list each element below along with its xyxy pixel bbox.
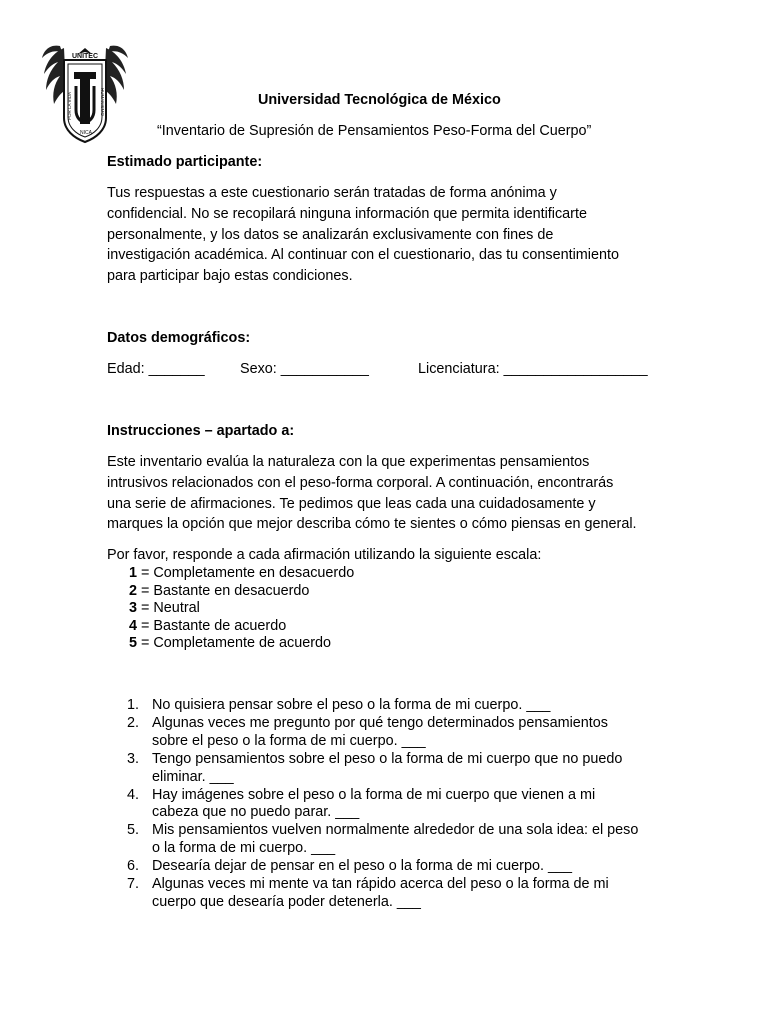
demographics-heading: Datos demográficos: [107, 330, 251, 346]
list-item [107, 751, 638, 787]
scale-option [129, 600, 354, 618]
list-item [107, 822, 638, 858]
item-text: Hay imágenes sobre el peso o la forma de mi cuerpo que vienen a mi [152, 786, 596, 803]
item-number: 3. [127, 750, 140, 767]
item-number: 1. [127, 697, 140, 713]
instructions-paragraph [107, 452, 677, 535]
list-item [107, 787, 638, 823]
item-text[interactable]: o la forma de mi cuerpo. ___ [152, 840, 336, 857]
left-wing-icon [42, 46, 66, 104]
intro-line: para participar bajo estas condiciones. [107, 268, 353, 285]
response-scale [129, 565, 354, 653]
item-text[interactable]: eliminar. ___ [152, 768, 234, 785]
right-wing-icon [104, 46, 128, 104]
greeting: Estimado participante: [107, 154, 263, 170]
scale-number: 5 [129, 635, 138, 652]
scale-label: = Bastante en desacuerdo [137, 582, 310, 599]
item-text[interactable]: Desearía dejar de pensar en el peso o la forma de mi cuerpo. ___ [152, 858, 572, 875]
age-field[interactable]: Edad: _______ [107, 361, 205, 377]
scale-number: 3 [129, 600, 138, 617]
item-number: 2. [127, 714, 140, 731]
item-number: 4. [127, 786, 140, 803]
item-text[interactable]: cabeza que no puedo parar. ___ [152, 804, 360, 821]
intro-line: confidencial. No se recopilará ninguna información que permita identificarte [107, 205, 587, 222]
logo-right-text: HUMANISMO [100, 88, 105, 116]
list-item [107, 715, 638, 751]
scale-label: = Bastante de acuerdo [137, 617, 287, 634]
item-text[interactable]: sobre el peso o la forma de mi cuerpo. ___ [152, 732, 426, 749]
scale-label: = Neutral [137, 600, 200, 617]
scale-label: = Completamente en desacuerdo [137, 565, 355, 581]
unitec-logo [40, 38, 130, 146]
logo-left-text: POR LA VIDA [67, 91, 72, 120]
instructions-line: Este inventario evalúa la naturaleza con la que experimentas pensamientos [107, 454, 590, 470]
item-text: Algunas veces me pregunto por qué tengo determinados pensamientos [152, 714, 608, 731]
list-item [107, 876, 638, 912]
scale-option [129, 618, 354, 636]
intro-line: Tus respuestas a este cuestionario serán tratadas de forma anónima y [107, 185, 557, 201]
document-title: “Inventario de Supresión de Pensamientos Peso-Forma del Cuerpo” [157, 123, 592, 139]
item-text[interactable]: No quisiera pensar sobre el peso o la forma de mi cuerpo. ___ [152, 697, 551, 713]
intro-line: investigación académica. Al continuar con el cuestionario, das tu consentimiento [107, 247, 619, 264]
list-item [107, 858, 638, 876]
scale-number: 2 [129, 582, 138, 599]
item-text: Tengo pensamientos sobre el peso o la forma de mi cuerpo que no puedo [152, 750, 623, 767]
logo-bottom-text: NICA [80, 130, 92, 136]
scale-number: 1 [129, 565, 138, 581]
scale-option [129, 583, 354, 601]
intro-line: personalmente, y los datos se analizarán exclusivamente con fines de [107, 226, 554, 243]
item-text: Mis pensamientos vuelven normalmente alrededor de una sola idea: el peso [152, 822, 639, 839]
item-number: 7. [127, 876, 140, 893]
item-text[interactable]: cuerpo que desearía poder detenerla. ___ [152, 893, 421, 910]
logo-top-text: UNITEC [71, 53, 99, 60]
questionnaire-items [107, 697, 638, 912]
item-number: 5. [127, 822, 140, 839]
instructions-line: una serie de afirmaciones. Te pedimos que leas cada una cuidadosamente y [107, 495, 596, 512]
sex-field[interactable]: Sexo: ___________ [240, 361, 369, 377]
degree-field[interactable]: Licenciatura: __________________ [418, 361, 648, 377]
scale-label: = Completamente de acuerdo [137, 635, 332, 652]
item-number: 6. [127, 858, 140, 875]
list-item [107, 697, 638, 715]
instructions-heading: Instrucciones – apartado a: [107, 423, 295, 439]
instructions-line: intrusivos relacionados con el peso-forma corporal. A continuación, encontrarás [107, 474, 614, 491]
scale-number: 4 [129, 617, 138, 634]
university-name: Universidad Tecnológica de México [258, 92, 501, 108]
intro-paragraph [107, 183, 677, 287]
instructions-line: marques la opción que mejor describa cómo te sientes o cómo piensas en general. [107, 516, 637, 533]
item-text: Algunas veces mi mente va tan rápido acerca del peso o la forma de mi [152, 876, 609, 893]
scale-option [129, 565, 354, 583]
scale-option [129, 635, 354, 653]
scale-intro: Por favor, responde a cada afirmación utilizando la siguiente escala: [107, 547, 542, 563]
